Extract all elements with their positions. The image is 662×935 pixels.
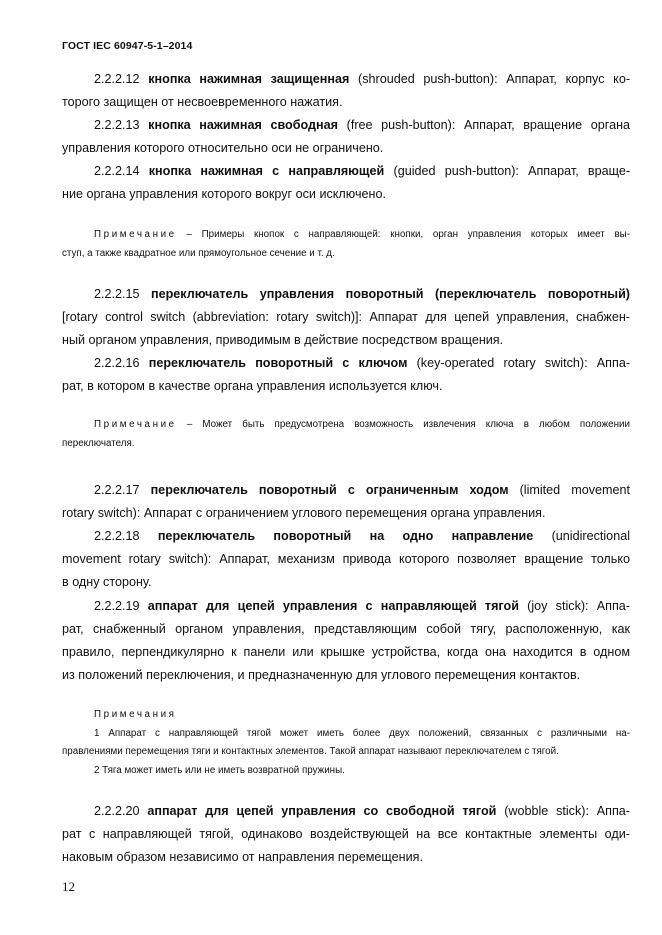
notes-3-label (94, 708, 630, 722)
note-1-cont: ступ, а также квадратное или прямоугольное сечение и т. д. (62, 248, 335, 259)
clause-2-2-2-20-cont2: наковым образом независимо от направления перемещения. (62, 850, 423, 864)
clause-2-2-2-19-cont: рат, снабженный органом управления, представляющим собой тягу, расположенную, как (62, 622, 630, 636)
definition-text: (wobble stick): Аппа- (504, 804, 630, 818)
clause-2-2-2-18 (94, 527, 630, 545)
note-1 (94, 228, 630, 242)
clause-2-2-2-19-cont2: правило, перпендикулярно к панели или крышке устройства, когда она находится в одном (62, 645, 630, 659)
page-number: 12 (62, 879, 75, 894)
clause-2-2-2-13 (94, 116, 630, 134)
clause-number: 2.2.2.18 (94, 529, 140, 543)
clause-2-2-2-13-cont: управления которого относительно оси не ограничено. (62, 141, 384, 155)
definition-text: (shrouded push-button): Аппарат, корпус ко- (358, 72, 631, 86)
note-3-item-2: 2 Тяга может иметь или не иметь возвратной пружины. (94, 765, 345, 776)
clause-number: 2.2.2.17 (94, 483, 140, 497)
clause-2-2-2-17 (94, 481, 630, 499)
note-label: Примечания (94, 709, 177, 720)
term: переключатель поворотный с ключом (148, 356, 408, 370)
term: переключатель управления поворотный (переключатель поворотный) (151, 287, 631, 301)
clause-2-2-2-17-cont: rotary switch): Аппарат с ограничением углового перемещения органа управления. (62, 506, 546, 520)
term: переключатель поворотный на одно направление (157, 529, 534, 543)
clause-number: 2.2.2.20 (94, 804, 140, 818)
term: кнопка нажимная свободная (148, 118, 338, 132)
definition-text: (key-operated rotary switch): Аппа- (416, 356, 631, 370)
clause-2-2-2-12-cont: торого защищен от несвоевременного нажатия. (62, 95, 343, 109)
definition-text: (guided push-button): Аппарат, враще- (393, 164, 631, 178)
clause-2-2-2-15 (94, 285, 630, 303)
document-header: ГОСТ IEC 60947-5-1–2014 (62, 40, 193, 52)
clause-2-2-2-14-cont: ние органа управления которого вокруг оси исключено. (62, 187, 386, 201)
clause-2-2-2-12 (94, 70, 630, 88)
note-text: – Примеры кнопок с направляющей: кнопки, орган управления которых имеет вы- (186, 229, 630, 240)
clause-2-2-2-16 (94, 354, 630, 372)
clause-2-2-2-14 (94, 162, 630, 180)
clause-number: 2.2.2.14 (94, 164, 140, 178)
clause-2-2-2-19 (94, 597, 630, 615)
clause-number: 2.2.2.16 (94, 356, 140, 370)
clause-2-2-2-15-cont: [rotary control switch (abbreviation: rotary switch)]: Аппарат для цепей управления, снабжен- (62, 310, 630, 324)
definition-text: (unidirectional (551, 529, 630, 543)
note-3-item-1-cont: правлениями перемещения тяги и контактных элементов. Такой аппарат называют переключателем с тягой. (62, 746, 559, 757)
clause-2-2-2-20-cont: рат с направляющей тягой, одинаково воздействующей на все контактные элементы оди- (62, 827, 630, 841)
definition-text: (free push-button): Аппарат, вращение органа (346, 118, 631, 132)
definition-text: (joy stick): Аппа- (527, 599, 630, 613)
clause-2-2-2-18-cont2: в одну сторону. (62, 575, 152, 589)
term: аппарат для цепей управления с направляющей тягой (147, 599, 519, 613)
clause-2-2-2-15-cont2: ный органом управления, приводимым в действие посредством вращения. (62, 333, 504, 347)
clause-2-2-2-18-cont: movement rotary switch): Аппарат, механизм привода которого позволяет вращение только (62, 552, 630, 566)
note-label: Примечание (94, 229, 177, 240)
term: переключатель поворотный с ограниченным ходом (150, 483, 509, 497)
clause-number: 2.2.2.15 (94, 287, 140, 301)
term: аппарат для цепей управления со свободной тягой (147, 804, 497, 818)
note-3-item-1: 1 Аппарат с направляющей тягой может иметь более двух положений, связанных с различными на- (94, 728, 630, 739)
note-label: Примечание (94, 419, 177, 430)
note-2-cont: переключателя. (62, 438, 135, 449)
note-2 (94, 418, 630, 432)
clause-2-2-2-19-cont3: из положений переключения, и предназначенную для углового перемещения контактов. (62, 668, 581, 682)
note-text: – Может быть предусмотрена возможность извлечения ключа в любом положении (186, 419, 630, 430)
term: кнопка нажимная с направляющей (148, 164, 385, 178)
clause-number: 2.2.2.19 (94, 599, 140, 613)
clause-number: 2.2.2.12 (94, 72, 140, 86)
clause-2-2-2-16-cont: рат, в котором в качестве органа управления используется ключ. (62, 379, 443, 393)
term: кнопка нажимная защищенная (148, 72, 350, 86)
clause-2-2-2-20 (94, 802, 630, 820)
clause-number: 2.2.2.13 (94, 118, 140, 132)
definition-text: (limited movement (519, 483, 631, 497)
